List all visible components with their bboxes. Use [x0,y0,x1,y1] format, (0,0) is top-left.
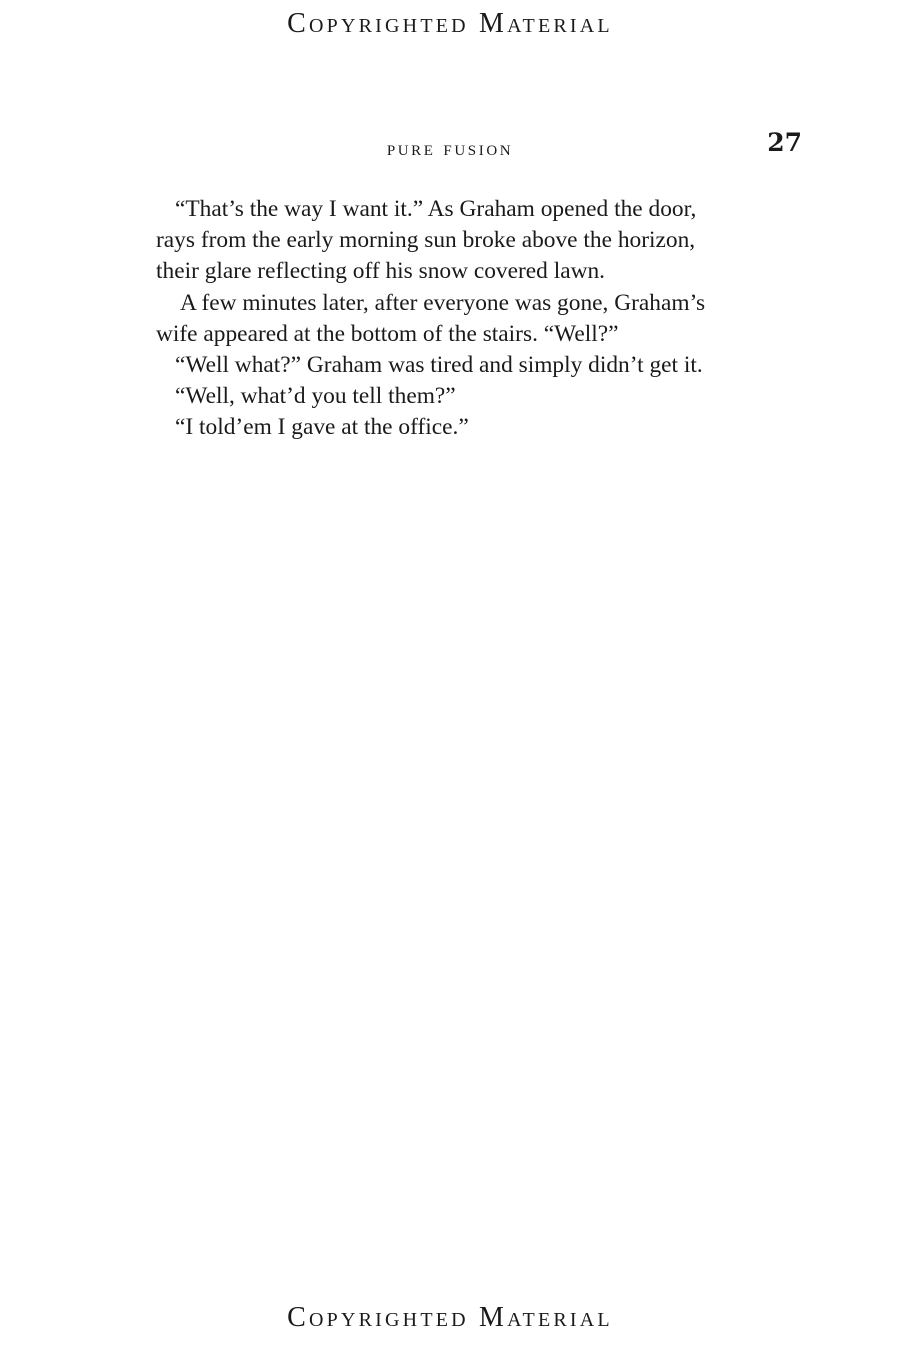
running-head-title: pure fusion [386,136,514,160]
paragraph [156,412,752,443]
body-text [156,194,752,444]
text-line: wife appeared at the bottom of the stairs. “Well?” [156,320,619,347]
text-line: “That’s the way I want it.” As Graham opened the door, [175,196,697,222]
text-line: “I told’em I gave at the office.” [175,414,469,441]
text-line: rays from the early morning sun broke above the horizon, [156,227,696,254]
paragraph [156,381,752,412]
paragraph [156,288,752,350]
text-line: “Well what?” Graham was tired and simply didn’t get it. [175,352,703,379]
text-line: their glare reflecting off his snow covered lawn. [156,258,606,285]
page-number: 27 [767,128,802,157]
paragraph [156,194,752,288]
paragraph [156,350,752,381]
text-line: A few minutes later, after everyone was gone, Graham’s [180,289,706,316]
copyright-watermark-bottom: Copyrighted Material [287,1302,613,1333]
text-line: “Well, what’d you tell them?” [175,383,456,410]
copyright-watermark-top: Copyrighted Material [287,8,613,39]
